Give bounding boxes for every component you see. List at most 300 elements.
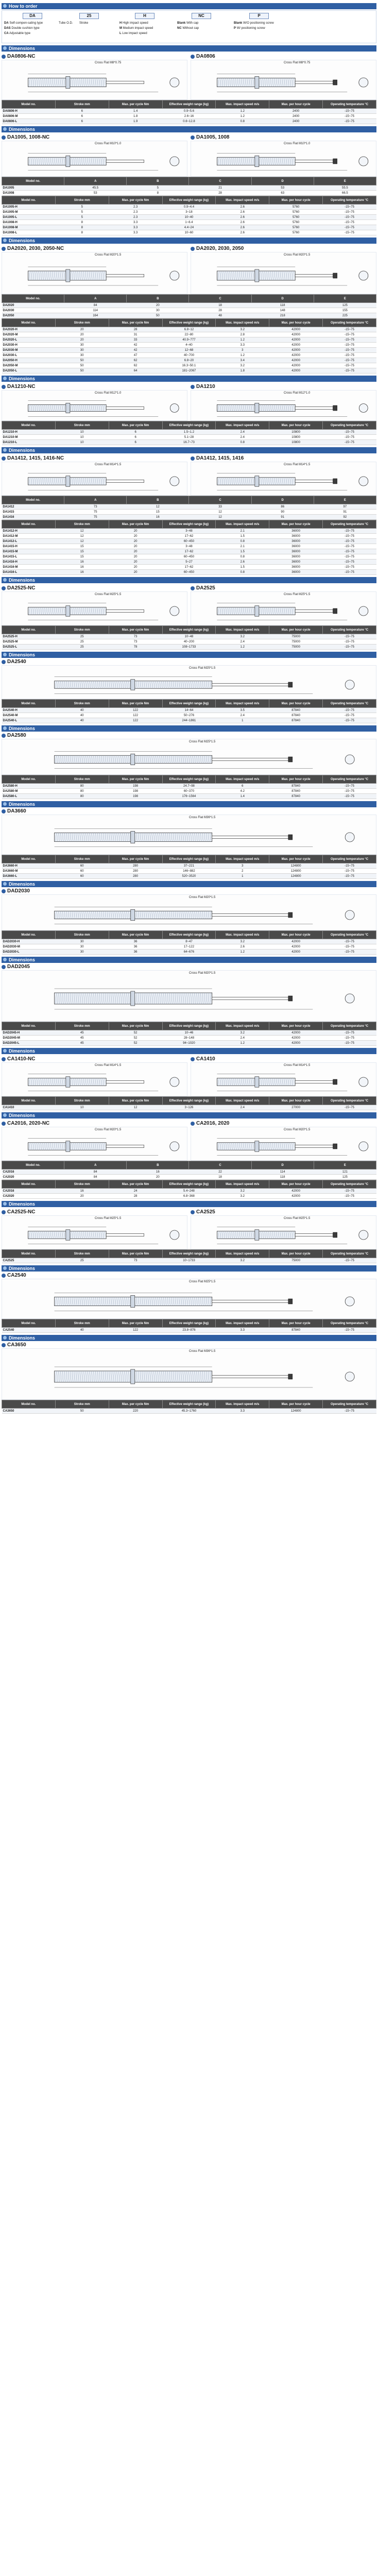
table-cell: -15~75	[323, 713, 376, 718]
dimensions-heading: Dimensions	[2, 881, 376, 887]
column-header: Operating temperature °C	[323, 196, 376, 205]
table-cell: 15	[55, 544, 109, 549]
column-header: Stroke mm	[55, 196, 109, 205]
product-section	[2, 1208, 376, 1263]
dimension-table	[2, 294, 376, 318]
model-title	[2, 54, 187, 59]
table-cell: 1.8	[109, 114, 162, 119]
table-cell: 36000	[269, 529, 323, 534]
table-cell: 22	[189, 1170, 251, 1175]
table-cell: 3.3	[109, 230, 162, 235]
table-cell: 12~68	[162, 348, 216, 353]
model-title-text: CA2525-NC	[7, 1209, 36, 1215]
table-cell: -15~75	[323, 634, 376, 639]
table-cell: 20	[55, 1194, 109, 1199]
thread-label: Cross Flat M20*1.5	[189, 896, 216, 899]
column-header: Stroke mm	[55, 1319, 109, 1328]
table-cell: DA2580-H	[2, 784, 56, 789]
table-cell: DA1210-H	[2, 430, 56, 435]
column-header: Stroke mm	[55, 775, 109, 784]
table-cell: 20	[109, 539, 162, 544]
table-row	[2, 554, 376, 560]
model-title-text: DAD2030	[7, 888, 30, 894]
table-cell: -15~75	[323, 784, 376, 789]
column-header: Model no.	[2, 931, 56, 939]
table-cell: 1.9	[109, 119, 162, 124]
product-section	[2, 454, 376, 575]
shock-absorber-drawing	[2, 894, 376, 930]
table-row	[2, 504, 376, 510]
table-cell: 15	[55, 554, 109, 560]
table-cell: 40	[55, 713, 109, 718]
table-cell: 24.7~98	[162, 784, 216, 789]
table-cell: 1.2	[216, 645, 269, 650]
column-header: Effective weight range (kg)	[162, 100, 216, 109]
table-cell: 5760	[269, 230, 323, 235]
table-row	[2, 944, 376, 950]
table-cell: 20	[109, 534, 162, 539]
table-cell: 20	[109, 570, 162, 575]
table-cell: 2400	[269, 109, 323, 114]
spec-table	[2, 520, 376, 575]
model-title	[191, 1056, 376, 1062]
dimensions-heading: Dimensions	[2, 652, 376, 658]
model-title	[2, 659, 376, 665]
table-cell: 5760	[269, 210, 323, 215]
table-cell: 16.3~50.1	[162, 363, 216, 368]
table-cell: 48	[189, 313, 251, 318]
table-cell: 47	[109, 353, 162, 358]
table-cell: 12	[189, 515, 251, 520]
table-cell: 87840	[269, 794, 323, 799]
column-header: Stroke mm	[55, 319, 109, 327]
table-cell: 10	[55, 1105, 109, 1110]
table-cell: 10	[55, 440, 109, 445]
drawing-with-cap	[191, 454, 376, 496]
table-cell: -15~75	[323, 718, 376, 723]
table-cell: 42000	[269, 1036, 323, 1041]
table-row	[2, 1105, 376, 1110]
column-header: Max. per hour cycle	[269, 421, 323, 430]
table-cell: 16	[127, 515, 189, 520]
drawing-pair	[2, 1055, 376, 1096]
table-cell: 84	[64, 1170, 127, 1175]
model-bullet-icon	[2, 456, 6, 461]
table-cell: CA2020	[2, 1194, 56, 1199]
table-cell: 42000	[269, 944, 323, 950]
column-header: D	[251, 1161, 314, 1170]
table-cell: 40.9~777	[162, 337, 216, 343]
order-code-ca: CA Adjustable type	[4, 32, 31, 35]
table-cell: 124800	[269, 1409, 323, 1414]
table-cell: 218	[251, 313, 314, 318]
order-seg-type: DA	[23, 13, 42, 19]
table-row	[2, 368, 376, 374]
model-title-text: DA1005, 1008-NC	[7, 134, 50, 140]
table-cell: 8	[127, 191, 189, 196]
drawing-without-cap	[2, 1055, 187, 1096]
table-cell: CA2016	[2, 1189, 56, 1194]
table-cell: 25	[55, 639, 109, 645]
table-cell: 42000	[269, 1189, 323, 1194]
column-header: E	[314, 177, 376, 185]
table-row	[2, 343, 376, 348]
table-row	[2, 230, 376, 235]
table-cell: 1~6.4	[162, 220, 216, 225]
drawing-pair	[2, 383, 376, 421]
column-header: Max. per cycle Nm	[109, 1022, 162, 1030]
column-header: Effective weight range (kg)	[162, 319, 216, 327]
table-cell: 3.5	[216, 708, 269, 713]
drawing-pair	[2, 133, 376, 177]
table-header-row	[2, 496, 376, 504]
column-header: Operating temperature °C	[323, 421, 376, 430]
column-header: Stroke mm	[55, 1180, 109, 1189]
table-row	[2, 210, 376, 215]
column-header: A	[64, 177, 127, 185]
table-cell: 108~1733	[162, 645, 216, 650]
table-cell: 63	[251, 191, 314, 196]
table-cell: -15~75	[323, 210, 376, 215]
table-cell: 75000	[269, 1258, 323, 1263]
table-cell: 64~676	[162, 950, 216, 955]
column-header: Max. per hour cycle	[269, 100, 323, 109]
table-header-row	[2, 1319, 376, 1328]
table-cell: -15~75	[323, 560, 376, 565]
table-cell: 37~221	[162, 863, 216, 869]
table-cell: 1.2	[216, 353, 269, 358]
column-header: E	[314, 496, 376, 504]
table-cell: 36000	[269, 565, 323, 570]
column-header: Max. per cycle Nm	[109, 626, 162, 634]
table-cell: 12	[189, 510, 251, 515]
table-cell: 2.3	[109, 210, 162, 215]
table-cell: 87840	[269, 718, 323, 723]
drawing-without-cap	[2, 53, 187, 100]
table-cell: 114	[251, 1170, 314, 1175]
table-header-row	[2, 626, 376, 634]
table-cell: DA1416-L	[2, 570, 56, 575]
table-cell: 181~2067	[162, 368, 216, 374]
table-cell: 36000	[269, 539, 323, 544]
table-cell: 0.8	[216, 554, 269, 560]
table-cell: DA0806-M	[2, 114, 56, 119]
drawing-pair	[2, 584, 376, 625]
table-cell: 1.5	[216, 565, 269, 570]
table-cell: DA2030-M	[2, 348, 56, 353]
column-header: Max. per cycle Nm	[109, 421, 162, 430]
table-cell: 66.5	[314, 191, 376, 196]
table-cell: 64	[109, 368, 162, 374]
table-cell: 280	[109, 869, 162, 874]
table-cell: -15~75	[323, 869, 376, 874]
table-cell: -15~75	[323, 327, 376, 332]
table-cell: 2.4	[216, 1105, 269, 1110]
model-bullet-icon	[191, 456, 195, 461]
thread-label: Cross Flat M8*0.75	[284, 61, 311, 64]
model-title-text: CA2540	[7, 1273, 26, 1278]
table-cell: 225	[314, 313, 376, 318]
model-bullet-icon	[2, 1274, 6, 1278]
column-header: Model no.	[2, 496, 64, 504]
shock-absorber-drawing	[191, 390, 376, 421]
spec-table	[2, 625, 376, 650]
table-cell: 10	[55, 430, 109, 435]
table-cell: -15~75	[323, 119, 376, 124]
model-title	[2, 1209, 187, 1215]
table-cell: 30	[55, 348, 109, 353]
column-header: Model no.	[2, 700, 56, 708]
table-cell: DA2050	[2, 313, 64, 318]
table-cell: 121	[314, 1170, 376, 1175]
table-cell: 1.8	[216, 368, 269, 374]
table-cell: 30	[55, 353, 109, 358]
drawing-pair	[2, 1120, 376, 1161]
table-cell: 5	[55, 210, 109, 215]
spec-table	[2, 1096, 376, 1110]
table-cell: 2.4	[216, 639, 269, 645]
table-cell: DAD2030-H	[2, 939, 56, 944]
column-header: Max. impact speed m/s	[216, 775, 269, 784]
model-bullet-icon	[2, 55, 6, 59]
thread-label: Cross Flat M20*1.5	[284, 1128, 311, 1131]
table-cell: 87840	[269, 713, 323, 718]
model-title-text: CA1410-NC	[7, 1056, 36, 1062]
table-cell: DA2020	[2, 303, 64, 308]
table-cell: -15~75	[323, 950, 376, 955]
column-header: Max. per hour cycle	[269, 1319, 323, 1328]
model-title-text: DA2020, 2030, 2050-NC	[7, 246, 64, 251]
table-cell: 164	[64, 313, 127, 318]
table-row	[2, 549, 376, 554]
table-cell: 3.3	[216, 1409, 269, 1414]
table-row	[2, 191, 376, 196]
table-row	[2, 869, 376, 874]
table-cell: 12	[55, 534, 109, 539]
order-seg-cap: NC	[192, 13, 211, 19]
table-row	[2, 353, 376, 358]
column-header: Stroke mm	[55, 931, 109, 939]
table-cell: 84	[64, 303, 127, 308]
table-cell: 1.4	[216, 794, 269, 799]
model-bullet-icon	[191, 135, 195, 140]
shock-absorber-drawing	[2, 1062, 187, 1096]
table-cell: 20	[109, 554, 162, 560]
spec-table	[2, 100, 376, 124]
table-cell: -15~75	[323, 332, 376, 337]
table-cell: -15~75	[323, 549, 376, 554]
table-cell: 73	[109, 639, 162, 645]
column-header: Model no.	[2, 1022, 56, 1030]
table-cell: -15~75	[323, 1030, 376, 1036]
thread-label: Cross Flat M14*1.5	[95, 1064, 122, 1067]
column-header: Operating temperature °C	[323, 100, 376, 109]
table-cell: 1.5	[216, 534, 269, 539]
dimensions-heading: Dimensions	[2, 1265, 376, 1272]
column-header: Model no.	[2, 626, 56, 634]
table-cell: -15~75	[323, 205, 376, 210]
table-row	[2, 1041, 376, 1046]
table-cell: 30	[55, 944, 109, 950]
table-header-row	[2, 1250, 376, 1258]
table-cell: -15~75	[323, 1194, 376, 1199]
table-cell: 3~48	[162, 529, 216, 534]
table-cell: 10	[55, 435, 109, 440]
table-cell: 2.4	[216, 713, 269, 718]
table-cell: 14~64	[162, 708, 216, 713]
column-header: Model no.	[2, 196, 56, 205]
spec-table	[2, 1180, 376, 1199]
table-cell: 90	[251, 510, 314, 515]
model-title	[2, 1342, 376, 1348]
table-cell: 3.2	[216, 1194, 269, 1199]
column-header: B	[127, 1161, 189, 1170]
column-header: Max. per cycle Nm	[109, 1097, 162, 1105]
table-cell: 0.6~12.8	[162, 119, 216, 124]
table-cell: -15~75	[323, 539, 376, 544]
model-title-text: DA1005, 1008	[196, 134, 230, 140]
column-header: Stroke mm	[55, 100, 109, 109]
table-row	[2, 510, 376, 515]
table-cell: 2.6	[216, 215, 269, 220]
dimensions-heading: Dimensions	[2, 126, 376, 132]
table-cell: 42000	[269, 1030, 323, 1036]
table-row	[2, 313, 376, 318]
table-cell: -15~75	[323, 639, 376, 645]
table-cell: 244~1861	[162, 718, 216, 723]
table-cell: 0.8	[216, 539, 269, 544]
table-cell: DA1415-L	[2, 554, 56, 560]
table-cell: 22~80	[162, 332, 216, 337]
product-section	[2, 53, 376, 124]
model-title-text: DA2525	[196, 585, 215, 591]
column-header: Effective weight range (kg)	[162, 775, 216, 784]
column-header: Stroke mm	[55, 421, 109, 430]
table-cell: 280	[109, 863, 162, 869]
model-title	[2, 246, 187, 251]
column-header: Stroke mm	[55, 626, 109, 634]
table-cell: 40~200	[162, 639, 216, 645]
table-row	[2, 358, 376, 363]
table-cell: 28	[109, 327, 162, 332]
table-cell: -15~75	[323, 348, 376, 353]
thread-label: Cross Flat M14*1.5	[95, 463, 122, 466]
model-bullet-icon	[2, 965, 6, 969]
table-row	[2, 435, 376, 440]
table-cell: 16.7~73	[162, 440, 216, 445]
table-cell: 3~48	[162, 544, 216, 549]
model-title	[191, 54, 376, 59]
column-header: Effective weight range (kg)	[162, 700, 216, 708]
thread-label: Cross Flat M14*1.5	[284, 1064, 311, 1067]
table-cell: 520~3520	[162, 874, 216, 879]
table-cell: 6	[55, 114, 109, 119]
table-cell: -15~75	[323, 230, 376, 235]
column-header: Operating temperature °C	[323, 775, 376, 784]
table-cell: DA0806-H	[2, 109, 56, 114]
shock-absorber-drawing	[2, 1279, 376, 1319]
model-title	[2, 1121, 187, 1126]
model-title	[191, 134, 376, 140]
column-header: Model no.	[2, 1097, 56, 1105]
table-cell: 12	[109, 1105, 162, 1110]
table-cell: DA2020-L	[2, 337, 56, 343]
table-cell: DA2525-M	[2, 639, 56, 645]
table-cell: -15~75	[323, 944, 376, 950]
table-cell: 42	[109, 348, 162, 353]
table-cell: 0.8	[216, 570, 269, 575]
table-cell: DA1412	[2, 504, 64, 510]
model-title	[191, 246, 376, 251]
column-header: Max. per hour cycle	[269, 196, 323, 205]
spec-table	[2, 318, 376, 374]
column-header: E	[314, 1161, 376, 1170]
table-cell: 1	[216, 718, 269, 723]
table-cell: 87840	[269, 789, 323, 794]
table-cell: 45	[55, 1030, 109, 1036]
table-cell: 2.3	[109, 215, 162, 220]
table-row	[2, 332, 376, 337]
table-cell: 3.2	[216, 327, 269, 332]
table-cell: 36000	[269, 560, 323, 565]
model-title	[191, 384, 376, 389]
column-header: C	[189, 177, 251, 185]
table-cell: 20	[127, 303, 189, 308]
model-title-text: CA1410	[196, 1056, 215, 1062]
table-header-row	[2, 100, 376, 109]
drawing-pair	[2, 1208, 376, 1249]
dimensions-heading: Dimensions	[2, 957, 376, 963]
table-cell: -15~75	[323, 353, 376, 358]
table-cell: DA2580-M	[2, 789, 56, 794]
shock-absorber-drawing	[2, 1348, 376, 1400]
table-row	[2, 708, 376, 713]
model-title	[2, 733, 376, 738]
table-cell: 42000	[269, 358, 323, 363]
spec-table	[2, 1400, 376, 1414]
column-header: Max. impact speed m/s	[216, 1250, 269, 1258]
table-cell: 2	[216, 869, 269, 874]
model-bullet-icon	[2, 1122, 6, 1126]
table-cell: 1.2	[216, 109, 269, 114]
table-cell: 5760	[269, 215, 323, 220]
table-cell: DA2030	[2, 308, 64, 313]
table-cell: 2.6	[216, 230, 269, 235]
table-cell: 122	[109, 1328, 162, 1333]
order-pos-p: P W/ positioning screw	[234, 27, 265, 30]
table-header-row	[2, 295, 376, 303]
model-bullet-icon	[2, 385, 6, 389]
product-section	[2, 1120, 376, 1199]
table-row	[2, 784, 376, 789]
table-cell: 40	[55, 1328, 109, 1333]
table-cell: 16	[127, 1170, 189, 1175]
column-header: Max. impact speed m/s	[216, 700, 269, 708]
table-cell: 17~62	[162, 549, 216, 554]
drawing-with-cap	[191, 584, 376, 625]
column-header: Model no.	[2, 1161, 64, 1170]
model-title	[191, 1209, 376, 1215]
table-cell: 16	[55, 565, 109, 570]
table-cell: 6	[109, 440, 162, 445]
table-cell: 0.9~5.6	[162, 109, 216, 114]
shock-absorber-drawing	[2, 1127, 187, 1161]
table-cell: 15	[127, 510, 189, 515]
shock-absorber-drawing	[191, 591, 376, 625]
table-cell: 36000	[269, 554, 323, 560]
table-cell: 12	[127, 504, 189, 510]
table-cell: -15~75	[323, 358, 376, 363]
